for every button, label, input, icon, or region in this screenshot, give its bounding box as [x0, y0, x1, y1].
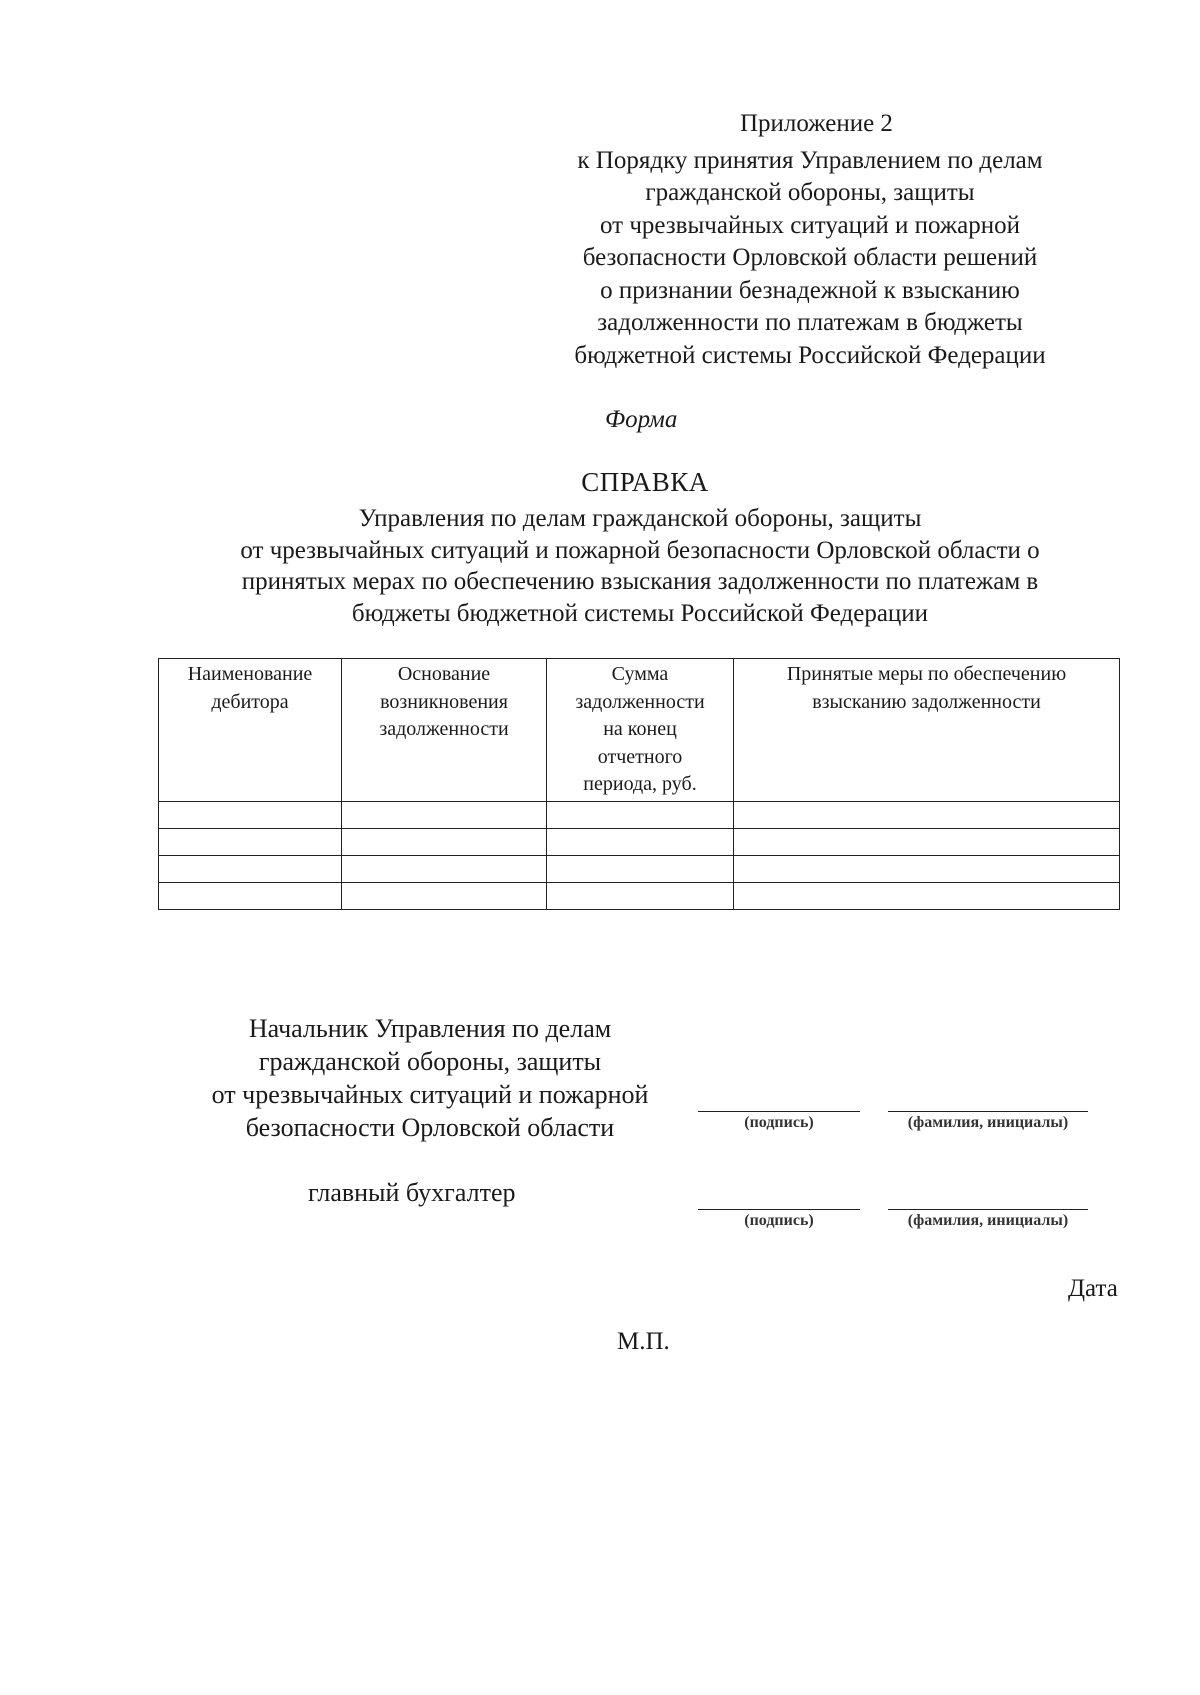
date-label: Дата: [1068, 1275, 1118, 1302]
table-cell[interactable]: [159, 855, 342, 882]
header-text: взысканию задолженности: [812, 690, 1041, 713]
table-cell[interactable]: [342, 882, 547, 909]
header-measures-taken: [734, 659, 1120, 802]
table-cell[interactable]: [547, 855, 734, 882]
annex-line: от чрезвычайных ситуаций и пожарной: [599, 211, 1020, 239]
annex-line: о признании безнадежной к взысканию: [600, 276, 1020, 304]
accountant-name-field[interactable]: [888, 1209, 1088, 1232]
table-cell[interactable]: [159, 801, 342, 828]
header-debt-basis: [342, 659, 547, 802]
annex-line: гражданской обороны, защиты: [645, 179, 975, 206]
annex-header: [520, 108, 1100, 372]
chief-title-line: безопасности Орловской области: [245, 1113, 615, 1142]
table-cell[interactable]: [547, 801, 734, 828]
table-cell[interactable]: [547, 882, 734, 909]
document-title: СПРАВКА: [581, 467, 709, 497]
name-caption: (фамилия, инициалы): [907, 1114, 1069, 1131]
table-cell[interactable]: [159, 882, 342, 909]
header-text: Принятые меры по обеспечению: [786, 663, 1067, 685]
header-debtor-name: [159, 659, 342, 802]
chief-title-line: Начальник Управления по делам: [248, 1014, 612, 1043]
document-subtitle: [140, 503, 1140, 629]
table-cell[interactable]: [159, 828, 342, 855]
chief-title-line: гражданской обороны, защиты: [258, 1047, 602, 1076]
table-row: [159, 882, 1120, 909]
chief-title: [170, 1012, 690, 1144]
header-text: отчетного: [597, 745, 683, 768]
header-debt-amount: [547, 659, 734, 802]
header-text: Наименование: [187, 663, 313, 685]
table-cell[interactable]: [734, 882, 1120, 909]
annex-line: задолженности по платежам в бюджеты: [597, 309, 1023, 336]
table-header-row: [159, 659, 1120, 802]
signature-caption: (подпись): [744, 1212, 814, 1229]
name-caption: (фамилия, инициалы): [907, 1212, 1069, 1229]
stamp-label: М.П.: [617, 1328, 670, 1355]
subtitle-line: Управления по делам гражданской обороны, защиты: [358, 505, 922, 532]
form-label: Форма: [605, 406, 678, 433]
table-row: [159, 801, 1120, 828]
subtitle-line: от чрезвычайных ситуаций и пожарной безопасности Орловской области о: [240, 536, 1040, 564]
debt-table: [158, 658, 1120, 910]
table-cell[interactable]: [342, 828, 547, 855]
header-text: Основание: [397, 663, 491, 685]
table-cell[interactable]: [734, 828, 1120, 855]
signature-caption: (подпись): [744, 1114, 814, 1131]
header-text: задолженности: [379, 718, 509, 740]
accountant-title: главный бухгалтер: [308, 1178, 516, 1207]
header-text: возникновения: [380, 690, 508, 713]
subtitle-line: принятых мерах по обеспечению взыскания задолженности по платежам в: [241, 568, 1039, 595]
annex-line: безопасности Орловской области решений: [582, 244, 1038, 271]
table-cell[interactable]: [734, 855, 1120, 882]
table-cell[interactable]: [342, 801, 547, 828]
header-text: дебитора: [211, 690, 289, 713]
subtitle-line: бюджеты бюджетной системы Российской Федерации: [351, 599, 929, 627]
chief-name-field[interactable]: [888, 1111, 1088, 1134]
table-cell[interactable]: [547, 828, 734, 855]
header-text: на конец: [603, 718, 677, 740]
table-row: [159, 828, 1120, 855]
header-text: Сумма: [611, 663, 669, 685]
accountant-signature-field[interactable]: [698, 1209, 860, 1232]
annex-line: к Порядку принятия Управлением по делам: [577, 146, 1043, 174]
chief-title-line: от чрезвычайных ситуаций и пожарной: [211, 1080, 649, 1109]
table-row: [159, 855, 1120, 882]
table-cell[interactable]: [734, 801, 1120, 828]
annex-line: бюджетной системы Российской Федерации: [574, 341, 1046, 369]
annex-title: Приложение 2: [740, 110, 893, 137]
table-cell[interactable]: [342, 855, 547, 882]
header-text: задолженности: [575, 690, 705, 713]
header-text: периода, руб.: [583, 773, 697, 795]
chief-signature-field[interactable]: [698, 1111, 860, 1134]
